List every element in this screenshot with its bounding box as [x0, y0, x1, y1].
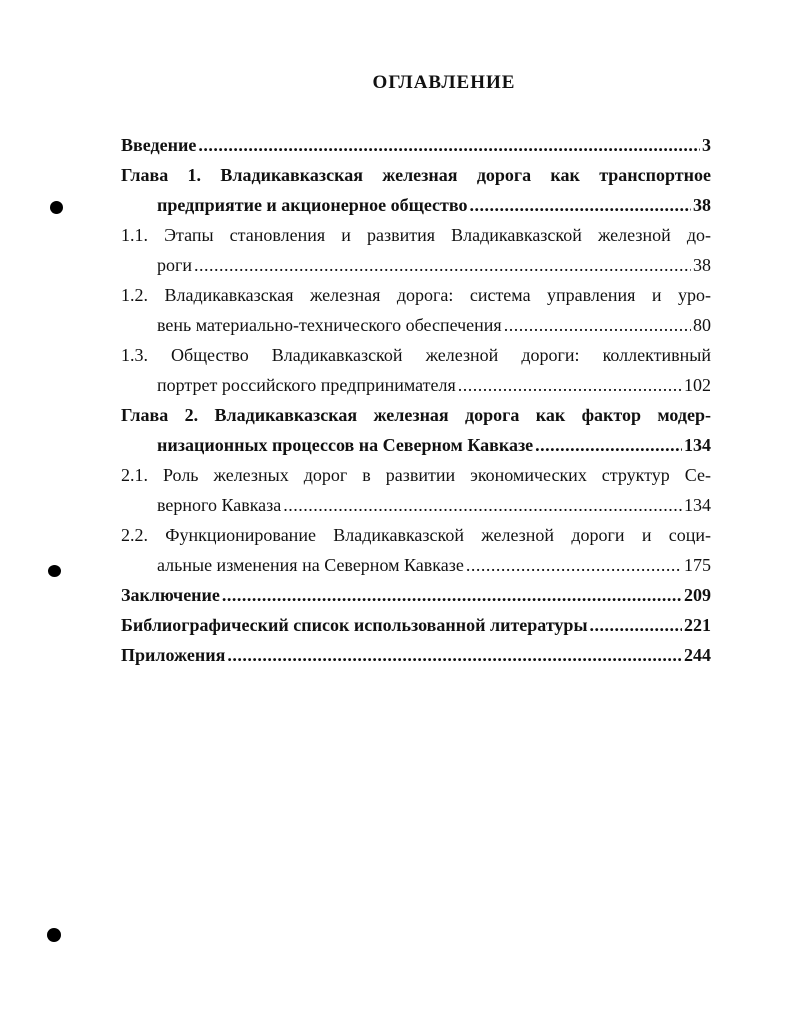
toc-entry-text: 1.1. Этапы становления и развития Владикавказской железной до- [121, 225, 711, 245]
table-of-contents [121, 130, 711, 670]
toc-page-number: 134 [684, 435, 711, 455]
toc-entry-line [121, 310, 711, 340]
toc-page-number: 175 [684, 555, 711, 575]
toc-entry [121, 640, 711, 670]
dot-leader [283, 490, 682, 520]
dot-leader [227, 640, 682, 670]
toc-entry-text: предприятие и акционерное общество [157, 195, 468, 215]
toc-entry [121, 400, 711, 460]
toc-entry-line [121, 430, 711, 460]
toc-entry-line [121, 250, 711, 280]
toc-entry-line [121, 640, 711, 670]
toc-page-number: 102 [684, 375, 711, 395]
toc-page-number: 80 [693, 315, 711, 335]
toc-entry [121, 160, 711, 220]
toc-entry-text: 1.2. Владикавказская железная дорога: система управления и уро- [121, 285, 711, 305]
toc-entry-text: Введение [121, 135, 197, 155]
toc-entry-text: 2.1. Роль железных дорог в развитии экономических структур Се- [121, 465, 711, 485]
toc-entry [121, 460, 711, 520]
toc-entry-text: верного Кавказа [157, 495, 282, 515]
toc-entry-line [121, 550, 711, 580]
toc-entry-text: альные изменения на Северном Кавказе [157, 555, 464, 575]
toc-entry [121, 130, 711, 160]
toc-entry [121, 280, 711, 340]
toc-entry [121, 610, 711, 640]
toc-entry-text: роги [157, 255, 193, 275]
toc-page-number: 209 [684, 585, 711, 605]
toc-entry-line [121, 370, 711, 400]
toc-entry-text: Глава 1. Владикавказская железная дорога как транспортное [121, 165, 711, 185]
dot-leader [466, 550, 682, 580]
toc-entry-line [121, 490, 711, 520]
punch-hole-mark [50, 201, 63, 214]
toc-entry-line [121, 190, 711, 220]
dot-leader [590, 610, 683, 640]
toc-page-number: 244 [684, 645, 711, 665]
toc-page-number: 221 [684, 615, 711, 635]
dot-leader [222, 580, 682, 610]
toc-entry-line [121, 580, 711, 610]
dot-leader [504, 310, 691, 340]
punch-hole-mark [47, 928, 61, 942]
dot-leader [535, 430, 682, 460]
toc-entry-text: Библиографический список использованной литературы [121, 615, 588, 635]
toc-page-number: 134 [684, 495, 711, 515]
toc-entry-text: Заключение [121, 585, 220, 605]
dot-leader [198, 130, 700, 160]
dot-leader [194, 250, 691, 280]
toc-page-number: 38 [693, 195, 711, 215]
toc-entry [121, 220, 711, 280]
toc-entry-text: портрет российского предпринимателя [157, 375, 456, 395]
toc-entry [121, 520, 711, 580]
page-title: ОГЛАВЛЕНИЕ [372, 72, 516, 93]
toc-entry [121, 340, 711, 400]
toc-page-number: 3 [702, 135, 711, 155]
toc-entry-text: Приложения [121, 645, 226, 665]
toc-page-number: 38 [693, 255, 711, 275]
toc-entry-text: 2.2. Функционирование Владикавказской железной дороги и соци- [121, 525, 711, 545]
toc-entry-text: вень материально-технического обеспечения [157, 315, 502, 335]
toc-entry-line [121, 130, 711, 160]
toc-entry-text: Глава 2. Владикавказская железная дорога как фактор модер- [121, 405, 711, 425]
dot-leader [458, 370, 682, 400]
toc-entry-line [121, 610, 711, 640]
dot-leader [469, 190, 691, 220]
toc-entry-text: 1.3. Общество Владикавказской железной дороги: коллективный [121, 345, 711, 365]
toc-entry [121, 580, 711, 610]
toc-entry-text: низационных процессов на Северном Кавказе [157, 435, 534, 455]
punch-hole-mark [48, 565, 61, 577]
